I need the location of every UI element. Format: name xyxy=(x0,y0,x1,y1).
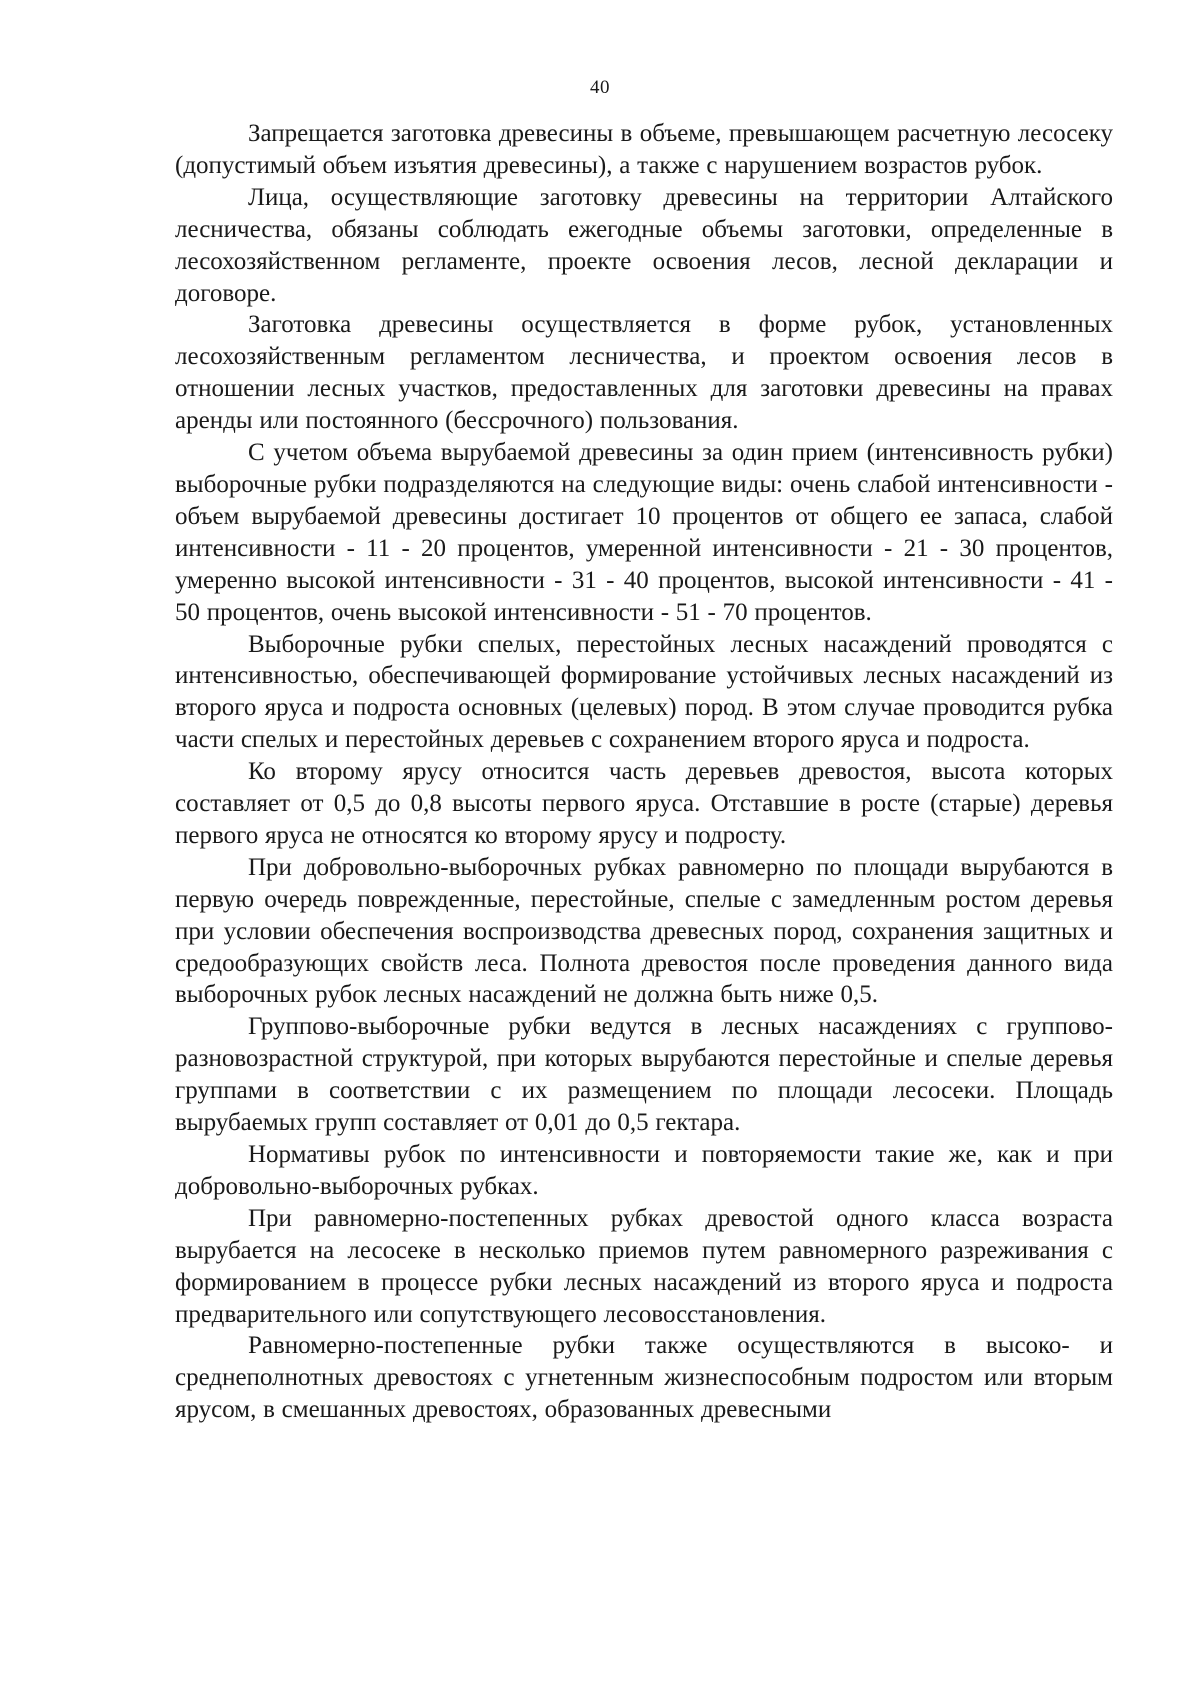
paragraph-gradual-cutting-stands: Равномерно-постепенные рубки также осуществляются в высоко- и среднеполнотных древостоях с угнетенным жизнеспособным подростом или вторым ярусом, в смешанных древостоях, образованных древесными xyxy=(175,1332,1113,1424)
paragraph-harvest-volume-prohibition: Запрещается заготовка древесины в объеме, превышающем расчетную лесосеку (допустимый объем изъятия древесины), а также с нарушением возрастов рубок. xyxy=(175,120,1113,179)
paragraph-gradual-cutting: При равномерно-постепенных рубках древостой одного класса возраста вырубается на лесосеке в несколько приемов путем равномерного разреживания с формированием в процессе рубки лесных насаждений из второго яруса и подроста предварительного или сопутствующего лесовосстановления. xyxy=(175,1204,1113,1328)
document-body xyxy=(175,118,1113,1426)
page-number: 40 xyxy=(590,77,610,98)
paragraph-harvest-form: Заготовка древесины осуществляется в форме рубок, установленных лесохозяйственным регламентом лесничества, и проектом освоения лесов в отношении лесных участков, предоставленных для заготовки древесины на правах аренды или постоянного (бессрочного) пользования. xyxy=(175,311,1113,435)
paragraph-group-selective-cutting: Группово-выборочные рубки ведутся в лесных насаждениях с группово-разновозрастной структурой, при которых вырубаются перестойные и спелые деревья группами в соответствии с их размещением по площади лесосеки. Площадь вырубаемых групп составляет от 0,01 до 0,5 гектара. xyxy=(175,1013,1113,1137)
paragraph-selective-cutting-intensity: С учетом объема вырубаемой древесины за один прием (интенсивность рубки) выборочные рубки подразделяются на следующие виды: очень слабой интенсивности - объем вырубаемой древесины достигает 10 процентов от общего ее запаса, слабой интенсивности - 11 - 20 процентов, умеренной интенсивности - 21 - 30 процентов, умеренно высокой интенсивности - 31 - 40 процентов, высокой интенсивности - 41 - 50 процентов, очень высокой интенсивности - 51 - 70 процентов. xyxy=(175,439,1113,626)
paragraph-voluntary-selective-cutting: При добровольно-выборочных рубках равномерно по площади вырубаются в первую очередь поврежденные, перестойные, спелые с замедленным ростом деревья при условии обеспечения воспроизводства древесных пород, сохранения защитных и средообразующих свойств леса. Полнота древостоя после проведения данного вида выборочных рубок лесных насаждений не должна быть ниже 0,5. xyxy=(175,853,1113,1009)
paragraph-mature-stands-cutting: Выборочные рубки спелых, перестойных лесных насаждений проводятся с интенсивностью, обеспечивающей формирование устойчивых лесных насаждений из второго яруса и подроста основных (целевых) пород. В этом случае проводится рубка части спелых и перестойных деревьев с сохранением второго яруса и подроста. xyxy=(175,630,1113,754)
paragraph-harvester-obligations: Лица, осуществляющие заготовку древесины на территории Алтайского лесничества, обязаны соблюдать ежегодные объемы заготовки, определенные в лесохозяйственном регламенте, проекте освоения лесов, лесной декларации и договоре. xyxy=(175,183,1113,307)
paragraph-cutting-norms: Нормативы рубок по интенсивности и повторяемости такие же, как и при добровольно-выборочных рубках. xyxy=(175,1141,1113,1200)
paragraph-second-tier-definition: Ко второму ярусу относится часть деревьев древостоя, высота которых составляет от 0,5 до 0,8 высоты первого яруса. Отставшие в росте (старые) деревья первого яруса не относятся ко второму ярусу и подросту. xyxy=(175,758,1113,849)
